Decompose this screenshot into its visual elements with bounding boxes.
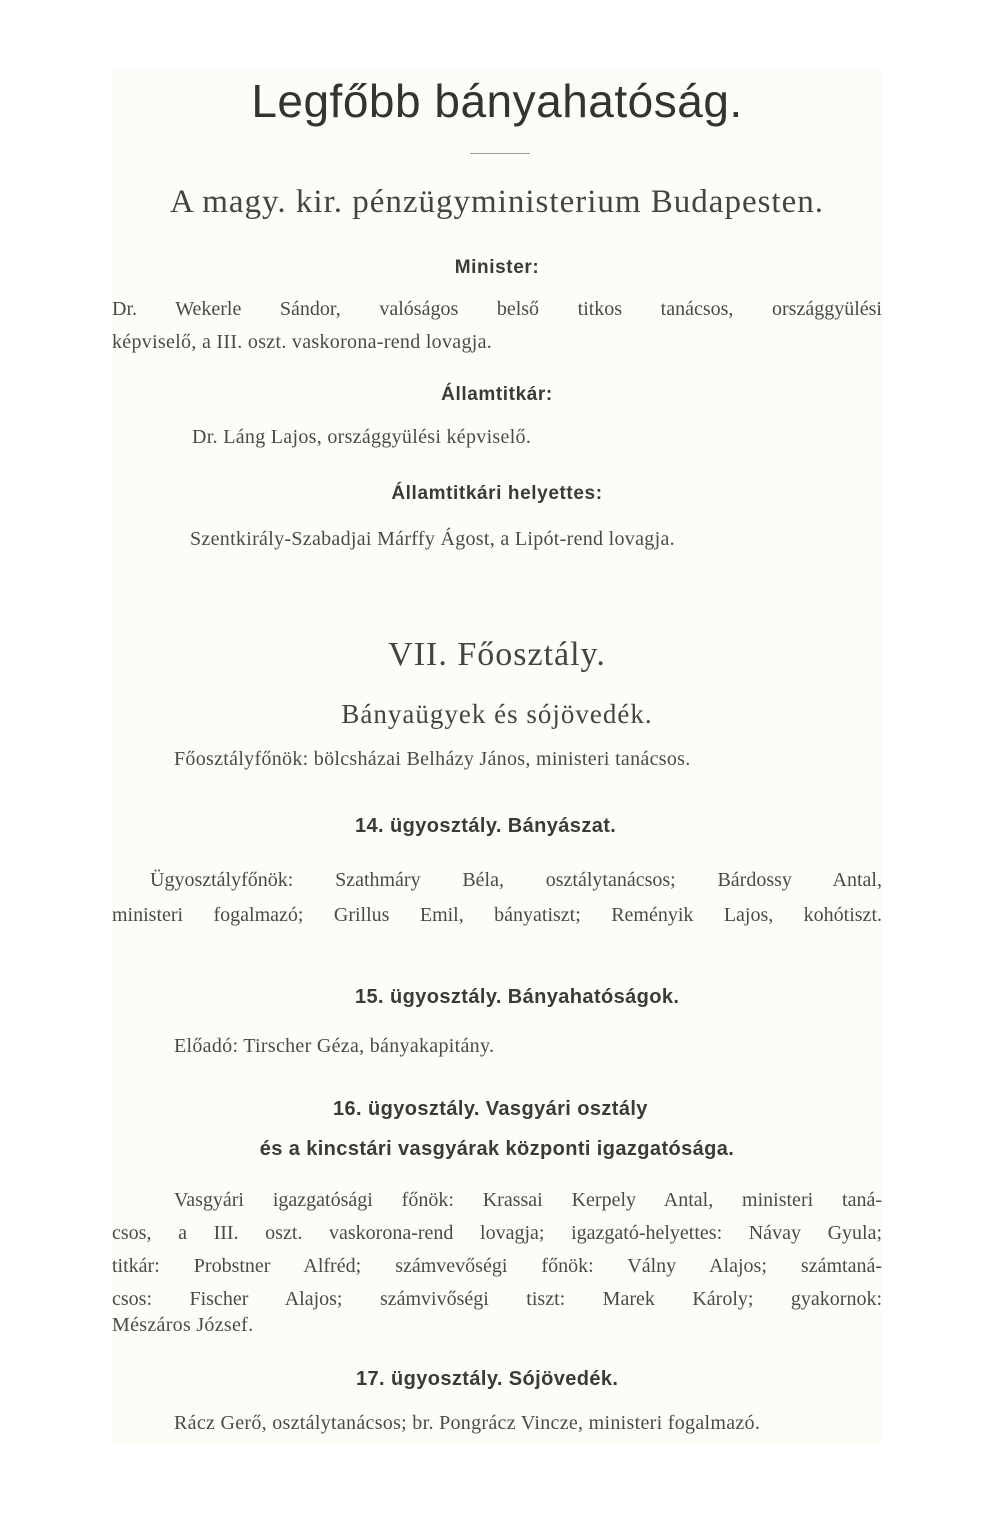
page-title: Legfőbb bányahatóság. bbox=[251, 75, 743, 127]
minister-label: Minister: bbox=[454, 257, 540, 278]
dept-16-line-3: titkár: Probstner Alfréd; számvevőségi főnök: Válny Alajos; számtaná- bbox=[112, 1255, 882, 1277]
dept-16-line-4: csos: Fischer Alajos; számvivőségi tiszt: Marek Károly; gyakornok: bbox=[112, 1288, 882, 1310]
dept-16-heading bbox=[333, 1098, 648, 1121]
dept-14-number: 14. bbox=[355, 815, 385, 837]
minister-line-2: képviselő, a III. oszt. vaskorona-rend lovagja. bbox=[112, 331, 493, 353]
dept-15-heading bbox=[355, 986, 679, 1009]
dept-15-title: ügyosztály. Bányahatóságok. bbox=[389, 986, 680, 1008]
dept-15-number: 15. bbox=[355, 986, 385, 1008]
state-secretary-label: Államtitkár: bbox=[441, 384, 553, 405]
deputy-text: Szentkirály-Szabadjai Márffy Ágost, a Lipót-rend lovagja. bbox=[190, 528, 675, 550]
dept-17-text: Rácz Gerő, osztálytanácsos; br. Pongrácz Vincze, ministeri fogalmazó. bbox=[174, 1412, 761, 1434]
division-subtitle: Bányaügyek és sójövedék. bbox=[341, 699, 653, 729]
dept-16-title: ügyosztály. Vasgyári osztály bbox=[367, 1098, 648, 1120]
dept-16-line-1: Vasgyári igazgatósági főnök: Krassai Kerpely Antal, ministeri taná- bbox=[174, 1189, 882, 1211]
dept-14-line-1: Ügyosztályfőnök: Szathmáry Béla, osztálytanácsos; Bárdossy Antal, bbox=[150, 869, 882, 891]
deputy-label: Államtitkári helyettes: bbox=[391, 483, 603, 504]
dept-14-line-2: ministeri fogalmazó; Grillus Emil, bányatiszt; Reményik Lajos, kohótiszt. bbox=[112, 904, 882, 926]
document-page bbox=[112, 70, 882, 1445]
dept-14-title: ügyosztály. Bányászat. bbox=[389, 815, 617, 837]
division-title: VII. Főosztály. bbox=[388, 636, 606, 673]
ministry-heading: A magy. kir. pénzügyministerium Budapesten. bbox=[169, 184, 824, 220]
dept-16-line-5: Mészáros József. bbox=[112, 1314, 254, 1336]
title-divider bbox=[470, 153, 530, 154]
dept-14-heading bbox=[355, 815, 616, 838]
state-secretary-text: Dr. Láng Lajos, országgyülési képviselő. bbox=[192, 426, 532, 448]
dept-16-line-2: csos, a III. oszt. vaskorona-rend lovagja; igazgató-helyettes: Návay Gyula; bbox=[112, 1222, 882, 1244]
dept-16-title-2: és a kincstári vasgyárak központi igazgatósága. bbox=[259, 1138, 735, 1160]
dept-17-heading bbox=[356, 1368, 618, 1391]
dept-16-number: 16. bbox=[333, 1098, 363, 1120]
dept-15-text: Előadó: Tirscher Géza, bányakapitány. bbox=[174, 1035, 495, 1057]
minister-line-1: Dr. Wekerle Sándor, valóságos belső titkos tanácsos, országgyülési bbox=[112, 298, 882, 320]
division-head: Főosztályfőnök: bölcsházai Belházy János, ministeri tanácsos. bbox=[174, 748, 691, 770]
dept-17-number: 17. bbox=[356, 1368, 386, 1390]
dept-17-title: ügyosztály. Sójövedék. bbox=[390, 1368, 619, 1390]
